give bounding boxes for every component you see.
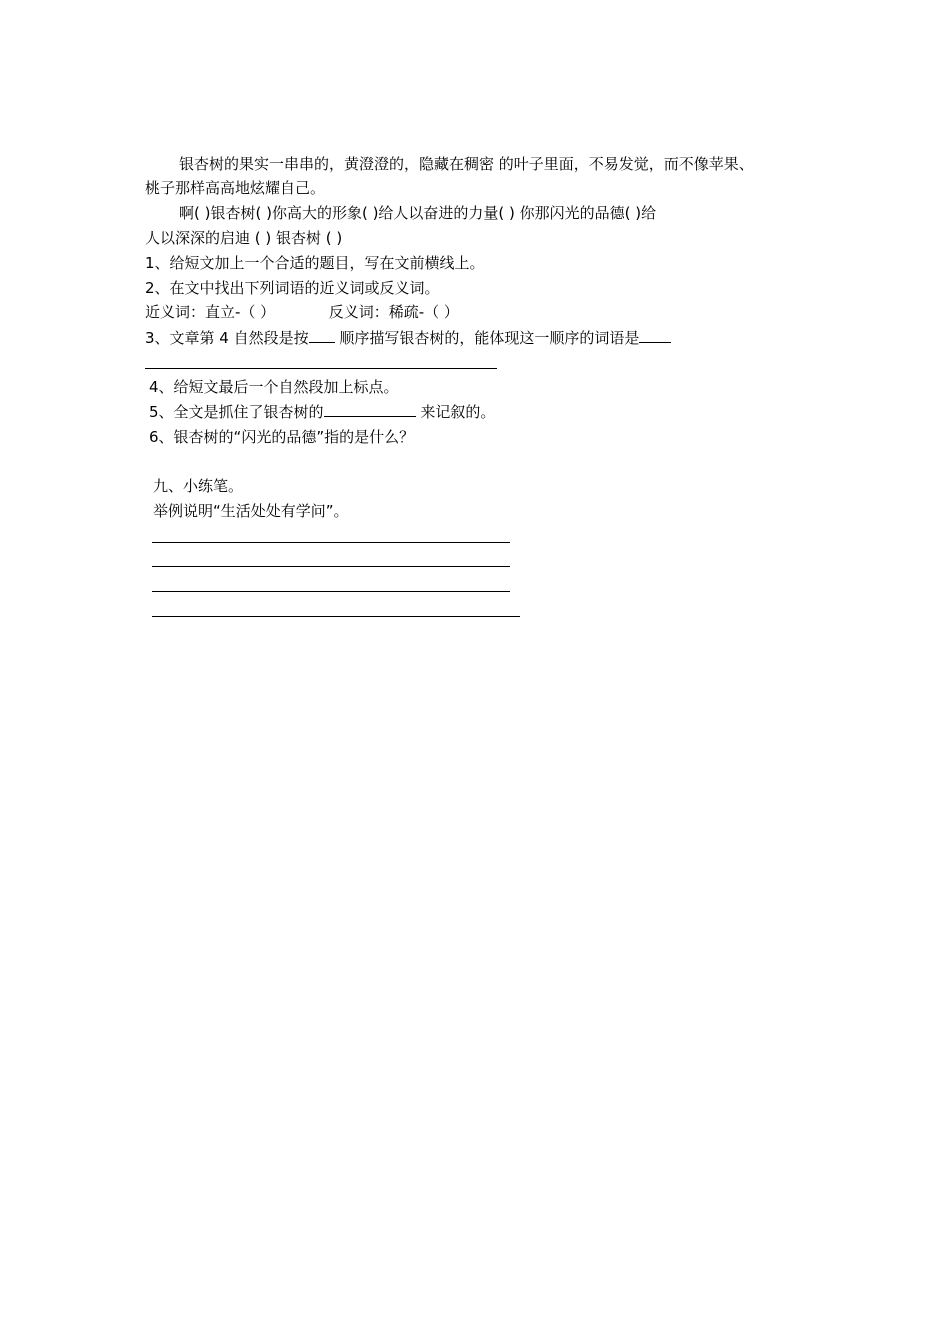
question-5-text-b: 来记叙的。 bbox=[420, 403, 496, 421]
answer-blank[interactable] bbox=[639, 328, 671, 343]
question-3-text-b: 顺序描写银杏树的，能体现这一顺序的词语是 bbox=[339, 329, 640, 347]
answer-blank[interactable] bbox=[324, 402, 416, 417]
practice-prompt: 举例说明“生活处处有学问”。 bbox=[153, 502, 349, 520]
passage-line-3: 啊( )银杏树( )你高大的形象( )给人以奋进的力量( ) 你那闪光的品德( )给 bbox=[179, 204, 657, 222]
question-3 bbox=[145, 328, 671, 348]
question-6: 6、银杏树的“闪光的品德”指的是什么？ bbox=[149, 428, 415, 446]
answer-blank[interactable] bbox=[309, 328, 335, 343]
question-4: 4、给短文最后一个自然段加上标点。 bbox=[149, 378, 399, 396]
question-3-text-a: 3、文章第 4 自然段是按 bbox=[145, 329, 309, 347]
passage-line-4: 人以深深的启迪 ( ) 银杏树 ( ) bbox=[145, 229, 343, 247]
writing-line[interactable] bbox=[152, 542, 510, 543]
writing-line[interactable] bbox=[152, 616, 520, 617]
question-5-text-a: 5、全文是抓住了银杏树的 bbox=[149, 403, 324, 421]
question-1: 1、给短文加上一个合适的题目，写在文前横线上。 bbox=[145, 254, 485, 272]
writing-line[interactable] bbox=[152, 591, 510, 592]
answer-line[interactable] bbox=[145, 368, 497, 369]
question-5 bbox=[149, 402, 495, 422]
antonym-item: 反义词：稀疏-（ ） bbox=[328, 303, 459, 321]
synonym-item: 近义词：直立-（ ） bbox=[145, 303, 276, 321]
passage-line-1: 银杏树的果实一串串的，黄澄澄的，隐藏在稠密 的叶子里面，不易发觉，而不像苹果、 bbox=[179, 155, 754, 173]
question-2-words bbox=[145, 302, 459, 322]
question-2: 2、在文中找出下列词语的近义词或反义词。 bbox=[145, 279, 440, 297]
writing-line[interactable] bbox=[152, 566, 510, 567]
section-heading: 九、小练笔。 bbox=[153, 477, 244, 495]
passage-line-2: 桃子那样高高地炫耀自己。 bbox=[145, 179, 326, 197]
